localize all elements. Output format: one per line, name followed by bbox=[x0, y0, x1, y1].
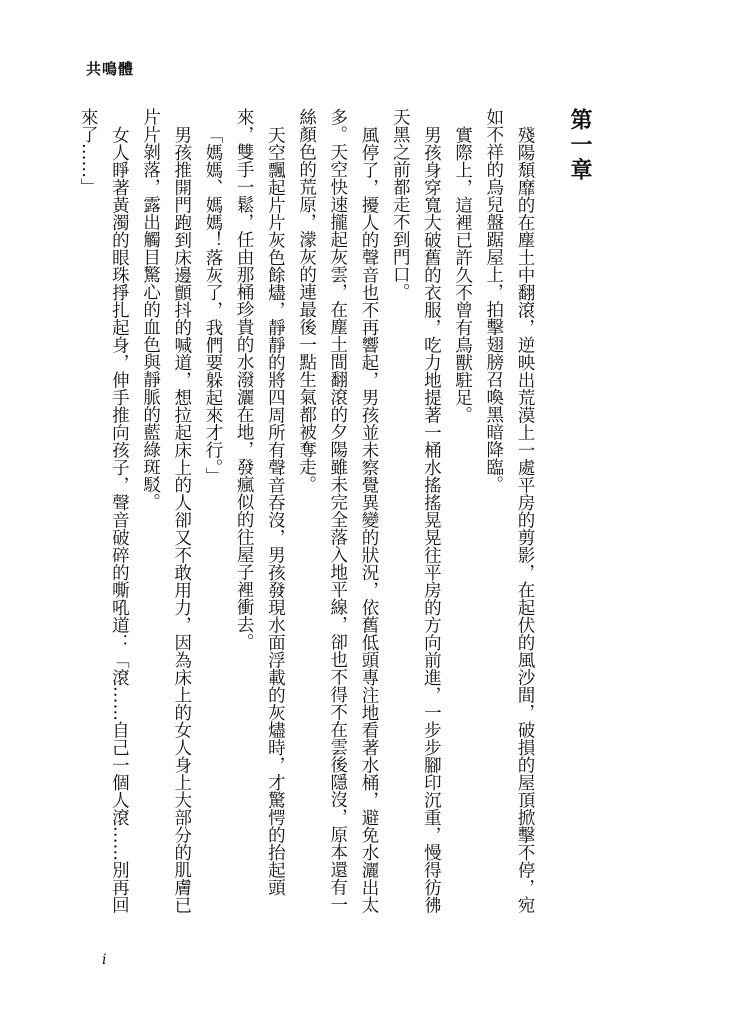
body-text bbox=[78, 108, 540, 918]
paragraph: 「媽媽、媽媽！落灰了，我們要躲起來才行。」 bbox=[202, 125, 223, 485]
paragraph: 風停了，擾人的聲音也不再響起，男孩並未察覺異變的狀況，依舊低頭專注地看著水桶，避免水灑出太多。天空快速攏起灰雲，在塵土間翻滾的夕陽雖未完全落入地平線，卻也不得不在雲後隱沒，原本還有一絲顏色的荒原，濛灰的連最後一點生氣都被奪走。 bbox=[296, 108, 379, 913]
paragraph: 殘陽頹靡的在塵土中翻滾，逆映出荒漠上一處平房的剪影，在起伏的風沙間，破損的屋頂掀擊不停，宛如不祥的烏兒盤踞屋上，拍擊翅膀召喚黑暗降臨。 bbox=[483, 108, 535, 913]
chapter-title: 第一章 bbox=[567, 108, 592, 183]
paragraph: 男孩推開門跑到床邊顫抖的喊道，想拉起床上的人卻又不敢用力，因為床上的女人身上大部分的肌膚已片片剝落，露出觸目驚心的血色與靜脈的藍綠斑駁。 bbox=[140, 108, 192, 913]
paragraph: 女人睜著黃濁的眼珠掙扎起身，伸手推向孩子，聲音破碎的嘶吼道：「滾……自己一個人滾……別再回來了……」 bbox=[78, 108, 130, 913]
paragraph: 實際上，這裡已許久不曾有鳥獸駐足。 bbox=[452, 125, 473, 423]
running-header: 共鳴體 bbox=[86, 60, 135, 78]
paragraph: 天空飄起片片灰色餘燼，靜靜的將四周所有聲音吞沒，男孩發現水面浮載的灰燼時，才驚愕的抬起頭來，雙手一鬆，任由那桶珍貴的水潑灑在地，發瘋似的往屋子裡衝去。 bbox=[234, 108, 286, 896]
paragraph: 男孩身穿寬大破舊的衣服，吃力地提著一桶水搖搖晃晃往平房的方向前進，一步步腳印沉重，慢得彷彿天黑之前都走不到門口。 bbox=[390, 108, 442, 913]
page-number: i bbox=[102, 952, 107, 968]
